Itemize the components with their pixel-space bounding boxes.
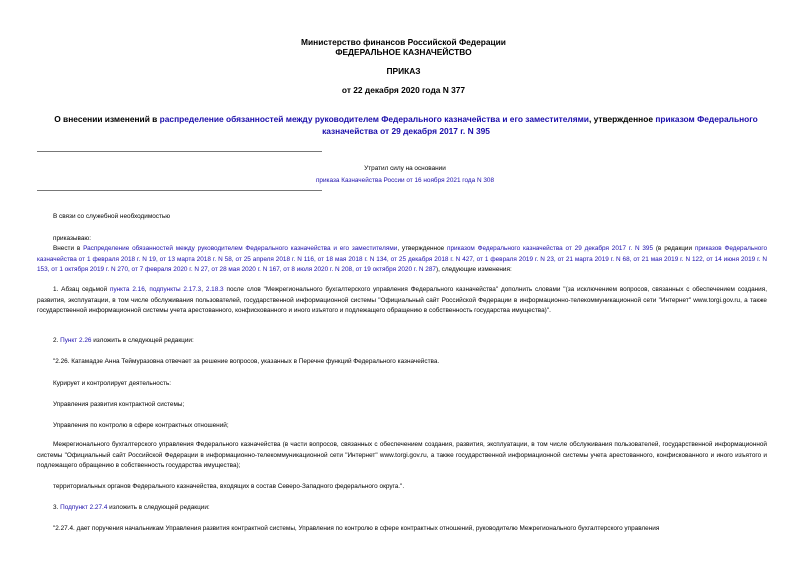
title-link-order[interactable]: приказом Федерального казначейства от 29 декабря 2017 г. N 395 xyxy=(322,114,758,136)
item2-link-2-26[interactable]: Пункт 2.26 xyxy=(60,337,92,344)
title-prefix: О внесении изменений в xyxy=(54,114,160,124)
curates-text: Курирует и контролирует деятельность: xyxy=(53,380,172,387)
quote-2-27-4: "2.27.4. дает поручения начальникам Управления развития контрактной системы, Управления по контролю в сфере контрактных отношений, руководителю Межрегионального бухгалтерского управления xyxy=(53,525,660,532)
item2-t2: изложить в следующей редакции: xyxy=(91,337,194,344)
title-middle: , утвержденное xyxy=(588,114,656,124)
document-title xyxy=(50,113,762,137)
divider-top xyxy=(37,151,322,152)
dept-territorial: территориальных органов Федерального казначейства, входящих в состав Северо-Западного федерального округа.". xyxy=(53,483,405,490)
dept-contract-control: Управления по контролю в сфере контрактных отношений; xyxy=(53,422,229,429)
dept-accounting: Межрегионального бухгалтерского управления Федерального казначейства (в части вопросов, связанных с обеспечением создания, развития, эксплуатации, в том числе обслуживания пользователей, государственной информационной системы "Официальный сайт Российской Федерации в информационно-телекоммуникационной сети "Интернет" www.torgi.gov.ru, а также государственной информационной системы учета арестованного, конфискованного и иного изъятого и подлежащего обращению в собственность государства имущества); xyxy=(37,441,767,469)
p1-link-order[interactable]: приказом Федерального казначейства от 29 декабря 2017 г. N 395 xyxy=(447,245,654,252)
title-link-distribution[interactable]: распределение обязанностей между руководителем Федерального казначейства и его заместителями xyxy=(159,114,589,124)
item1-t2: , xyxy=(144,286,150,293)
p1-t3: (в редакции xyxy=(653,245,695,252)
item-1 xyxy=(37,285,767,317)
dept-contract-system: Управления развития контрактной системы; xyxy=(53,401,185,408)
item3-t2: изложить в следующей редакции: xyxy=(107,504,210,511)
p1-t2: , утвержденное xyxy=(397,245,447,252)
order-text: приказываю: xyxy=(53,235,91,242)
item-2 xyxy=(53,336,767,347)
repeal-link[interactable]: приказа Казначейства России от 16 ноября 2021 года N 308 xyxy=(315,177,495,184)
header-ministry: Министерство финансов Российской Федерации xyxy=(301,37,506,47)
p1-t4: ), следующие изменения: xyxy=(435,266,512,273)
item1-link-2-16[interactable]: пункта 2.16 xyxy=(110,286,145,293)
item1-link-2-17-3[interactable]: подпункты 2.17.3 xyxy=(149,286,202,293)
intro-text: В связи со служебной необходимостью xyxy=(53,213,171,220)
divider-bottom xyxy=(37,190,322,191)
p1-link-amendments[interactable]: приказов Федерального казначейства от 1 февраля 2018 г. N 19, от 13 марта 2018 г. N 58, от 25 апреля 2018 г. N 116, от 18 мая 2018 г. N 134, от 25 декабря 2018 г. N 427, от 1 февраля 2019 г. N 23, от 21 марта 2019 г. N 68, от 21 мая 2019 г. N 122, от 14 июня 2019 г. N 153, от 1 октября 2019 г. N 270, от 7 февраля 2020 г. N 27, от 28 мая 2020 г. N 167, от 8 июля 2020 г. N 208, от 19 октября 2020 г. N 287 xyxy=(37,245,768,273)
quote-2-26: "2.26. Катамадзе Анна Теймуразовна отвечает за решение вопросов, указанных в Перечне функций Федерального казначейства. xyxy=(53,358,440,365)
header-agency: ФЕДЕРАЛЬНОЕ КАЗНАЧЕЙСТВО xyxy=(335,47,472,57)
paragraph-changes xyxy=(37,244,767,276)
doc-type: ПРИКАЗ xyxy=(386,66,421,76)
item-3 xyxy=(53,503,767,514)
doc-date: от 22 декабря 2020 года N 377 xyxy=(341,85,466,95)
item2-t1: 2. xyxy=(53,337,61,344)
p1-t1: Внести в xyxy=(53,245,84,252)
item1-link-2-18-3[interactable]: 2.18.3 xyxy=(205,286,224,293)
item3-link-2-27-4[interactable]: Подпункт 2.27.4 xyxy=(60,504,108,511)
item1-t4: после слов "Межрегионального бухгалтерского управления Федерального казначейства" дополнить словами "(за исключением вопросов, связанных с обеспечением создания, развития, эксплуатации, в том числе обслуживания пользователей, государственной информационной системы "Официальный сайт Российской Федерации в информационно-телекоммуникационной сети "Интернет" www.torgi.gov.ru, а также государственной информационной системы учета арестованного, конфискованного и иного изъятого и подлежащего обращению в собственность государства имущества)". xyxy=(37,286,767,314)
item1-t3: , xyxy=(201,286,206,293)
item1-t1: 1. Абзац седьмой xyxy=(53,286,110,293)
repeal-note xyxy=(230,163,580,187)
item3-t1: 3. xyxy=(53,504,61,511)
repeal-text: Утратил силу на основании xyxy=(364,165,446,172)
p1-link-distribution[interactable]: Распределение обязанностей между руководителем Федерального казначейства и его заместителями xyxy=(83,245,398,252)
